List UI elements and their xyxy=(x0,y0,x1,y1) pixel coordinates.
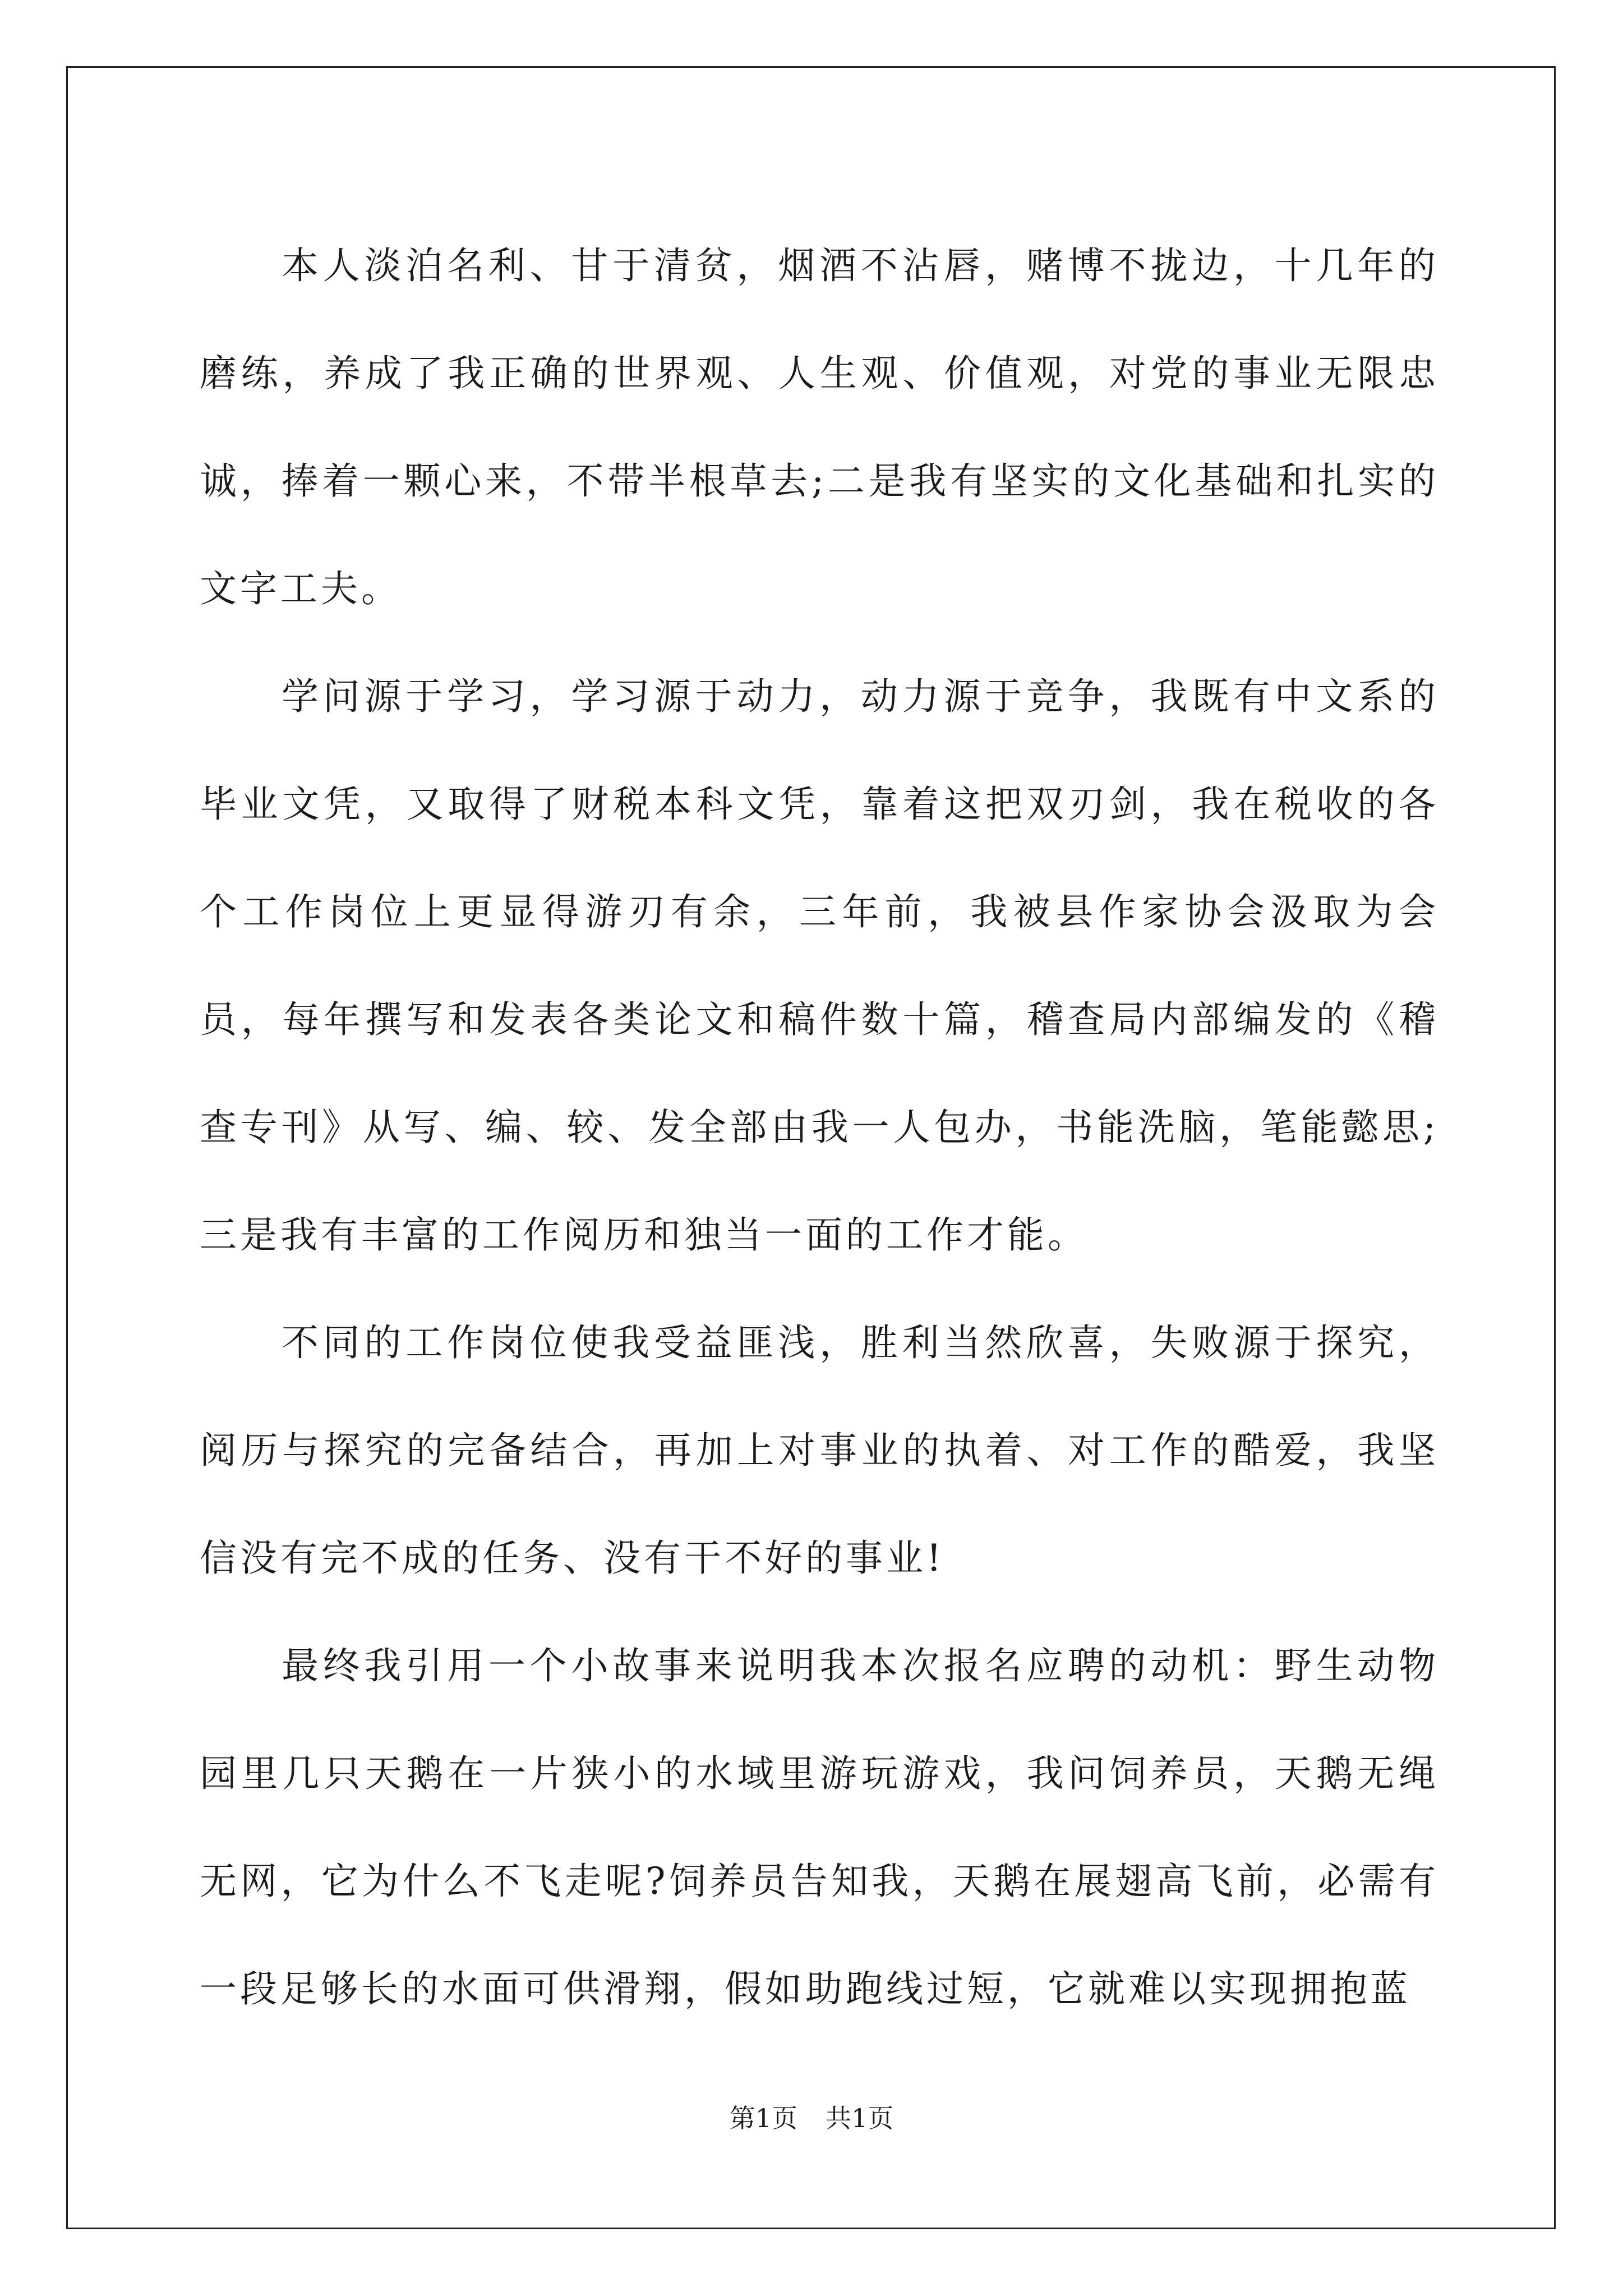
paragraph-3: 不同的工作岗位使我受益匪浅，胜利当然欣喜，失败源于探究，阅历与探究的完备结合，再加上对事业的执着、对工作的酷爱，我坚信没有完不成的任务、没有干不好的事业! xyxy=(200,1321,1439,1580)
document-body xyxy=(200,212,1439,2043)
page-total: 共1页 xyxy=(826,2103,894,2133)
paragraph-4: 最终我引用一个小故事来说明我本次报名应聘的动机：野生动物园里几只天鹅在一片狭小的水域里游玩游戏，我问饲养员，天鹅无绳无网，它为什么不飞走呢?饲养员告知我，天鹅在展翅高飞前，必需有一段足够长的水面可供滑翔，假如助跑线过短，它就难以实现拥抱蓝 xyxy=(200,1644,1439,2010)
page-footer xyxy=(0,2098,1623,2135)
paragraph-2: 学问源于学习，学习源于动力，动力源于竞争，我既有中文系的毕业文凭，又取得了财税本科文凭，靠着这把双刃剑，我在税收的各个工作岗位上更显得游刃有余，三年前，我被县作家协会汲取为会员，每年撰写和发表各类论文和稿件数十篇，稽查局内部编发的《稽查专刊》从写、编、较、发全部由我一人包办，书能洗脑，笔能懿思;三是我有丰富的工作阅历和独当一面的工作才能。 xyxy=(200,675,1439,1257)
page-number: 第1页 xyxy=(729,2103,797,2133)
paragraph-1: 本人淡泊名利、甘于清贫，烟酒不沾唇，赌博不拢边，十几年的磨练，养成了我正确的世界观、人生观、价值观，对党的事业无限忠诚，捧着一颗心来，不带半根草去;二是我有坚实的文化基础和扎实的文字工夫。 xyxy=(200,244,1439,610)
